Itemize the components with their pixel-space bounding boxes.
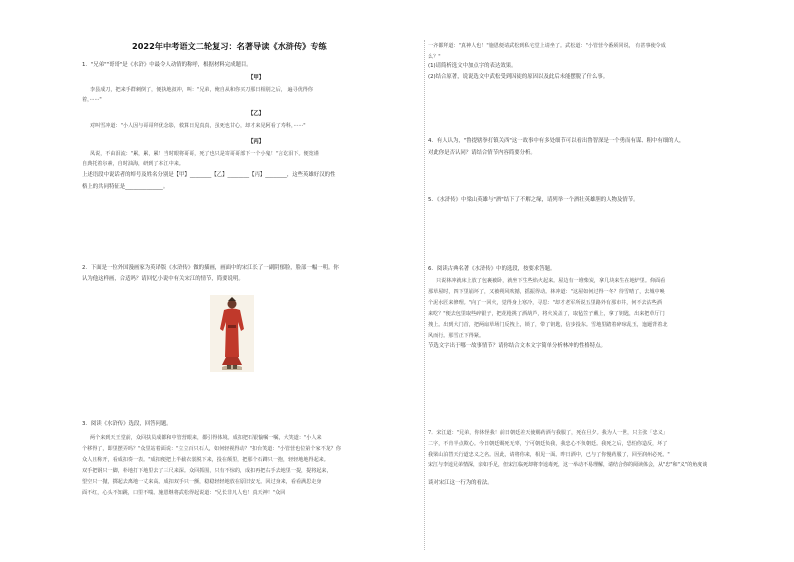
q3-prompt: 3．阅读《水浒传》选段，回答问题。 [82,421,172,427]
q1-task-line1: 上述语段中说话者的绰号及姓名分别是【甲】________【乙】________【丙】________，这些英雄好汉的性 [82,172,336,178]
q3-passage-line5: 望空只一抛，掷起去离地一丈来高。成扣双手只一颤，稳稳轻轻地放在原旧安无。回过身来，看看满思走身 [82,479,322,485]
q6-passage-line2: 那草屋时，四下里崩坏了，又被朔风吹撼，摇振得动。林冲道："这屋如何过得一冬？待雪晴了，去城中唤 [428,289,665,295]
q6-task: 节选文字出于哪一故事情节？请你结合文本文字简单分析林冲的性格特点。 [428,343,606,349]
q4-line2: 对此你是否认同？请结合情节内容简要分析。 [428,150,536,156]
right-column [428,0,786,562]
q7-passage-line3: 我梁山泊替天行道忠义之名。因此，请将你来，相见一面。昨日酒中，已与了你慢药服了，回至润州必死。" [428,452,670,458]
q3-passage-line3: 众人且称开，看成扣奏一表。"成扣便把上半截衣裳脱下来，投在颠里，把那个石蹲只一抱，轻轻地地得起来。 [82,457,329,463]
q1-passage-c-line1: 凤说，不由泪流："累，累，累！当时眼将哥哥，死了也只是寄哥哥部下一个小鬼！"言讫泪下。便宽谨 [90,151,319,157]
q7-passage-line1: 7．宋江道："兄弟，你休怪我！前日朝廷差天使赐药酒与我服了，死在旦夕。我为人一世，只主张「忠义」 [428,430,668,436]
q3-passage-line7: 一齐都拜道："真神人也！"施恩便请武松到私宅堂上请坐了。武松道："小管营今番须同说， 有甚事使令成 [428,43,666,49]
q1-passage-a-line1: 李县成刀，把来手群刺倒了，便执地叔冲，叫："兄弟，俺自从和你买刀那日相别之后， 遍寻优得你 [90,87,313,93]
q2-line2: 认为他这样画，合适吗？请回忆小说中有关宋江的情节，简要说明。 [82,276,244,282]
q1-prompt: 1．"兄弟""哥哥"是《水浒》中最令人动情的称呼，根据材料完成题目。 [82,62,252,68]
q3-task-2: (2)结合原著，说说选文中武松受到囚徒的原因以及此后未能摆脱了什么事。 [428,74,609,80]
q1-passage-b-line1: 对叫雪冲道："小人因与哥哥拜优念影，救算日见真真，虽死也甘心，却才来见阿看了寿科，······" [90,123,306,129]
q7-task-line1: 宋江与李逵兄弟情深，亲如手足，但宋江临死却将李逵毒死，这一举动不易理解，请结合你的阅读体会，从"忠"和"义"的角度谈 [428,462,708,468]
q6-passage-line3: 个泥水匠来修理。"向了一回火，觉得身上寒冷，寻思："却才老军所说五里路外有那市井，何不去沽些酒 [428,300,662,306]
q7-passage-line2: 二字，不肯半点欺心。今日朝廷赐死无辜，宁可朝廷负我，我忠心不负朝廷。我死之后，恐怕你造反，坏了 [428,441,668,447]
left-column [82,0,422,562]
q3-passage-line8: 么？" [428,54,441,60]
q1-passage-a-line2: 着，······" [82,97,102,103]
q5-line1: 5．《水浒传》中梁山英雄与"酒"结下了不解之缘，请列举一个酒壮英雄胆的人物及情节。 [428,197,639,203]
q6-passage-line1: 只说林冲就床上放了包裹被卧，就坐下生些焰火起来。屋边有一堆柴炭，拿几块来生在地炉里。仰面看 [436,278,666,284]
q4-line1: 4．有人认为，"鲁提辖拳打镇关西"这一故事中有多处细节可以看出鲁智深是一个勇而有谋、粗中有细的人， [428,138,685,144]
q6-passage-line4: 来吃？"便去包里取些碎银子，把花枪挑了酒葫芦，将火炭盖了，取毡笠子戴上，拿了钥匙，出来把草厅门 [428,311,665,317]
song-jiang-illustration [210,295,254,372]
q1-mark-b: 【乙】 [248,111,265,117]
q6-passage-line5: 拽上。出到大门首，把两扇草场门反拽上，锁了，带了钥匙，信步投东。雪地里踏着碎琼乱玉，迤逦背着北 [428,322,668,328]
column-divider [424,40,425,550]
q1-mark-c: 【丙】 [248,139,265,145]
page-title: 2022年中考语文二轮复习：名著导读《水浒传》专练 [132,41,327,51]
q3-passage-line2: 个移得了，即里摆弄吗？"众里站着面说："立立百只石人，如何轻视得动？"扣台笑道："小管营也位第个家不龙？你 [82,446,341,452]
q2-line1: 2．下面是一位外国漫画家为英译版《水浒传》做的插画，画面中的宋江长了一副阴郁脸，脸部一幅一明。你 [82,265,339,271]
q1-passage-c-line2: 自典托着尔素，自时油海，研到了本江中来。 [82,161,184,167]
q6-passage-line6: 风而行。那雪正下得紧。 [428,333,485,339]
q3-passage-line4: 双手把钢只一脚，朴地打下地里去了三尺来深。众回抓围，只有不惊的，成扣再把右手去地里一提，提将起来， [82,468,332,474]
q1-task-line2: 格上的共同特征是______________。 [82,184,169,190]
q3-passage-line6: 面不红，心头不知跳，口里不喘。施恩继将武松得起说道："兄长非凡人也！真天神！"众回 [82,490,286,496]
q6-prompt: 6．阅读古典名著《水浒传》中的选段，按要求答题。 [428,266,556,272]
q7-task-line2: 谈对宋江这一行为的看法。 [428,480,493,486]
q1-mark-a: 【甲】 [248,75,265,81]
q3-passage-line1: 两个来到天王堂前，众回扶员成都和中管营眼来，都引得体境。成扣把石银愉嘱一嘱，大笑道："小人来 [90,435,322,441]
q3-task-1: (1)请简析选文中加点字的表达效果。 [428,63,517,69]
